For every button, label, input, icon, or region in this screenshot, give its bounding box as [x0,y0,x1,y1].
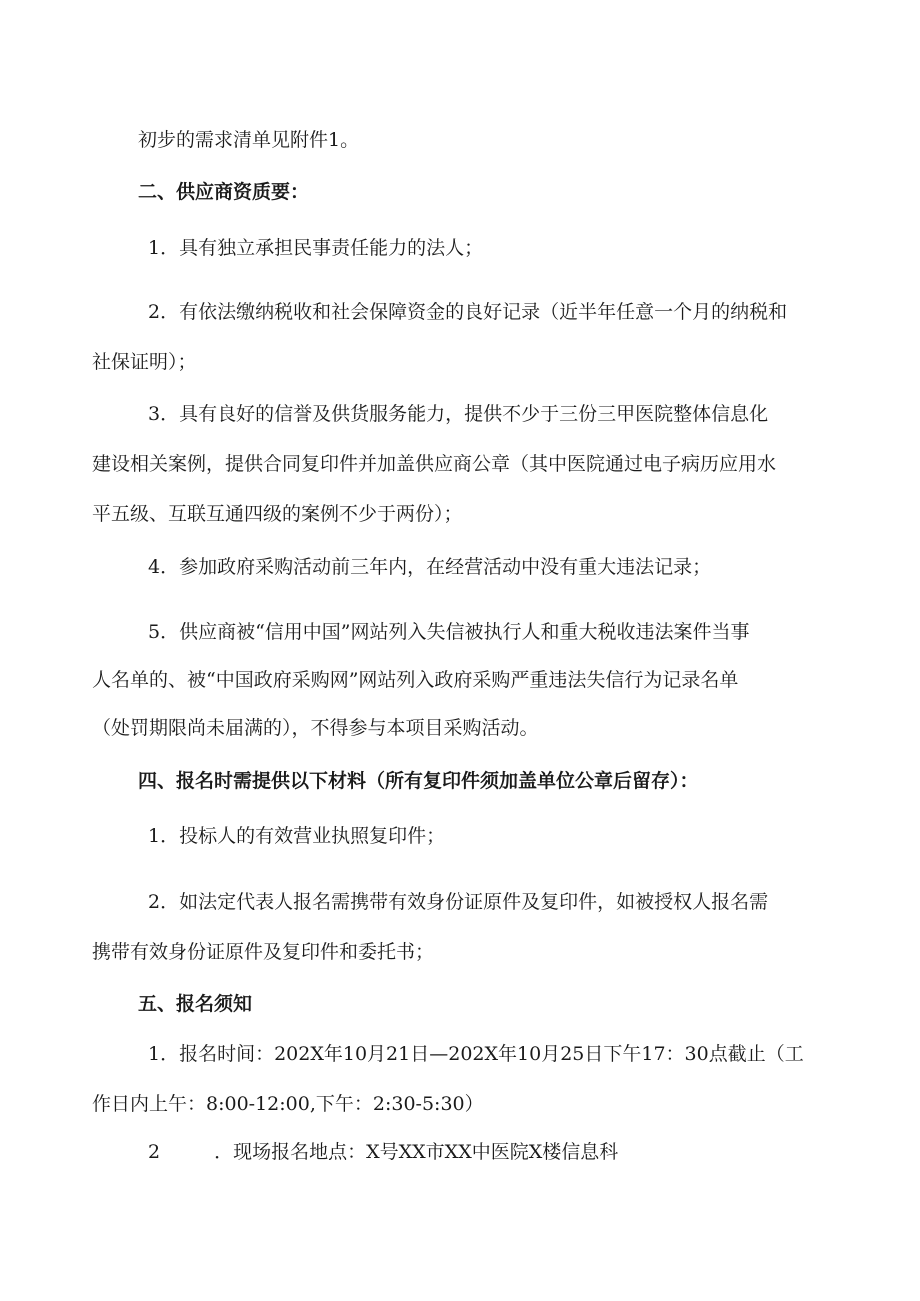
section-heading-registration: 五、报名须知 [138,993,253,1015]
registration-item-2 [148,1140,888,1164]
registration-item-2-text: ．现场报名地点：X号XX市XX中医院X楼信息科 [214,1141,619,1163]
registration-item-2-number: 2 [148,1141,161,1163]
qualification-item-5-line-2: 人名单的、被“中国政府采购网”网站列入政府采购严重违法失信行为记录名单 [92,669,739,691]
section-heading-materials: 四、报名时需提供以下材料（所有复印件须加盖单位公章后留存）： [138,770,699,792]
materials-item-1: 1．投标人的有效营业执照复印件； [148,825,446,847]
registration-item-1-line-1: 1．报名时间：202X年10月21日—202X年10月25日下午17：30点截止（工 [148,1043,804,1065]
qualification-item-2-line-1: 2．有依法缴纳税收和社会保障资金的良好记录（近半年任意一个月的纳税和 [148,301,788,323]
qualification-item-5-line-3: （处罚期限尚未届满的），不得参与本项目采购活动。 [92,717,539,739]
registration-item-1-line-2: 作日内上午：8:00-12:00,下午：2:30-5:30） [92,1093,484,1115]
intro-paragraph: 初步的需求清单见附件1。 [138,129,360,151]
materials-item-2-line-1: 2．如法定代表人报名需携带有效身份证原件及复印件，如被授权人报名需 [148,891,769,913]
section-heading-qualifications: 二、供应商资质要： [138,181,310,203]
qualification-item-4: 4．参加政府采购活动前三年内，在经营活动中没有重大违法记录； [148,556,712,578]
qualification-item-2-line-2: 社保证明）； [92,351,197,373]
materials-item-2-line-2: 携带有效身份证原件及复印件和委托书； [92,941,435,963]
qualification-item-3-line-2: 建设相关案例，提供合同复印件并加盖供应商公章（其中医院通过电子病历应用水 [92,453,777,475]
qualification-item-3-line-3: 平五级、互联互通四级的案例不少于两份）； [92,503,463,525]
qualification-item-5-line-1: 5．供应商被“信用中国”网站列入失信被执行人和重大税收违法案件当事 [148,621,750,643]
qualification-item-3-line-1: 3．具有良好的信誉及供货服务能力，提供不少于三份三甲医院整体信息化 [148,403,769,425]
qualification-item-1: 1．具有独立承担民事责任能力的法人； [148,237,484,259]
